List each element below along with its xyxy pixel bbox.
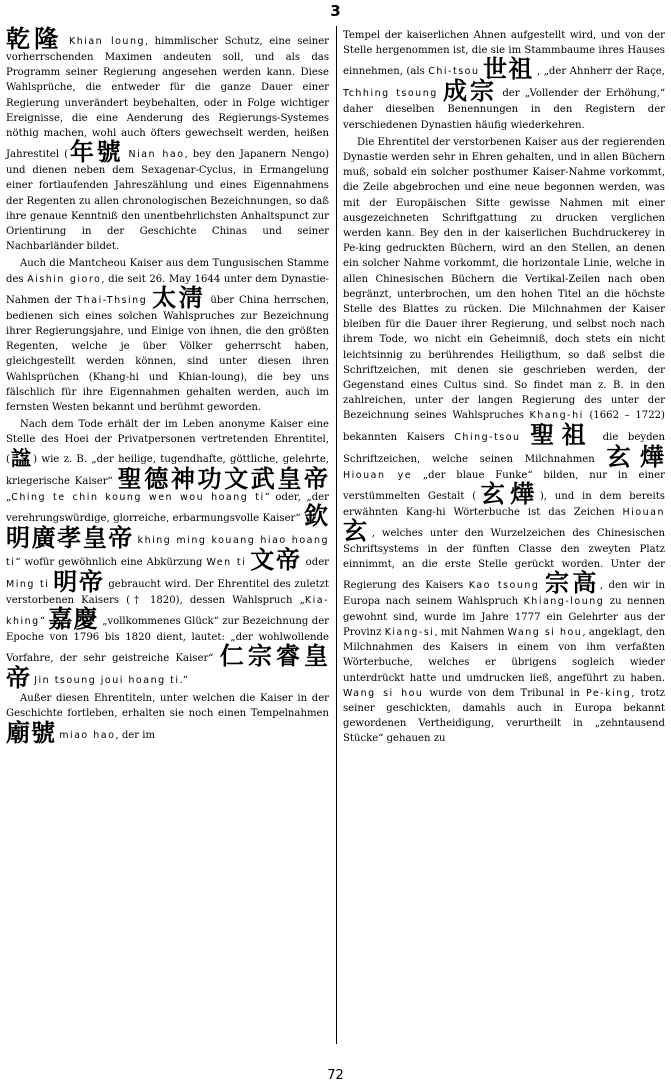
cjk-kao-tsoung: 宗高 — [545, 569, 600, 598]
cjk-chi-tsou: 世祖 — [482, 55, 534, 84]
cjk-honorific-title-1: 聖德神功文武皇帝 — [117, 464, 330, 493]
paragraph-ehrentitel: Nach dem Tode erhält der im Leben anonyme Kaiser eine Stelle des Hoei der Privatpersonen vertretenden Ehrentitel, (諡) wie z. B. „der heilige, tugendhafte, göttliche, gelehrte, kriegerische Kaiser“ 聖德神功文武皇帝 „Ching te chin koung wen wou hoang ti“ oder, „der verehrungswürdige, glorreiche, erbarmungsvolle Kaiser“ 欽明廣孝皇帝 khing ming kouang hiao hoang ti“ wofür gewöhnlich eine Abkürzung Wen ti 文帝 oder Ming ti 明帝 gebraucht wird. Der Ehrentitel des zuletzt verstorbenen Kaisers († 1820), dessen Wahlspruch „Kia-khing“ 嘉慶 „vollkommenes Glück“ zur Bezeichnung der Epoche von 1796 bis 1820 dient, lautet: „der wohlwollende Vorfahre, der sehr geistreiche Kaiser“ 仁宗睿皇帝 Jin tsoung joui hoang ti.“ — [6, 419, 330, 693]
cjk-ming-ti: 明帝 — [53, 567, 105, 596]
cjk-wen-ti: 文帝 — [250, 545, 302, 574]
cjk-ching-tsou: 聖祖 — [530, 420, 594, 449]
left-column — [6, 25, 330, 747]
cjk-honorific-title-2: 欽明廣孝皇帝 — [6, 501, 329, 552]
paragraph-khian-loung: 乾隆 Khian loung, himmlischer Schutz, eine seiner vorherrschenden Maximen andeuten soll, und als das Programm seiner Regierung angesehen werden kann. Diese Wahlsprüche, die entweder für die ganze Dauer einer Regierung unverändert beybehalten, oder in Folge wichtiger Ereignisse, die eine Aenderung des Regierungs-Systemes nöthig machen, wohl auch öfters gewechselt werden, heißen Jahrestitel (年號 Nian hao, bey den Japanern Nengo) und dienen neben dem Sexagenar-Cyclus, in Ermangelung einer fortlaufenden Jahreszählung und eines Eigennahmens der Regenten zu allen chronologischen Bezeichnungen, so daß ihre genaue Kenntniß den unentbehrlichsten Anhaltspunct zur Orientirung in der Geschichte Chinas und seiner Nachbarländer bildet. — [6, 25, 330, 253]
cjk-shi: 諡 — [9, 445, 34, 470]
cjk-kia-khing: 嘉慶 — [48, 605, 99, 634]
cjk-hiouan: 玄 — [343, 517, 372, 546]
column-divider — [336, 26, 337, 1044]
latin-spaced-term: Khian loung — [68, 36, 145, 47]
cjk-hiouan-ye: 玄燁 — [606, 442, 665, 471]
paragraph-milchnahmen: Die Ehrentitel der verstorbenen Kaiser aus der regierenden Dynastie werden sehr in Ehren gehalten, und in allen Büchern muß, sobald ein solcher posthumer Kaiser-Nahme vorkommt, die Zeile abgebrochen und eine neue begonnen werden, was mit der Europäischen Sitte gewisse Nahmen mit einer ausgezeichneten Schriftgattung zu drucken verglichen werden kann. Bey den in der kaiserlichen Buchdruckerey in Pe-king gedruckten Büchern, wird an den Stellen, an denen ein solcher Nahme vorkommt, die horizontale Linie, welche in allen Chinesischen Büchern die Vertikal-Zeilen nach oben begränzt, unterbrochen, um den hohen Titel an die höchste Stelle des Blattes zu rücken. Die Milchnahmen der Kaiser bleiben für die Dauer ihrer Regierung, und selbst noch nach ihrem Tode, wo nicht ein Geheimniß, doch stets ein nicht leichtsinnig zu berührendes Heiligthum, so daß selbst die Schriftzeichen, mit denen sie geschrieben werden, der Gegenstand eines Cultus sind. So findet man z. B. in den zahlreichen, unter der langen Regierung des unter der Bezeichnung seines Wahlspruches Khang-hi (1662 – 1722) bekannten Kaisers Ching-tsou 聖祖 die beyden Schriftzeichen, welche seinen Milchnahmen 玄燁 Hiouan ye „der blaue Funke“ bilden, nur in einer verstümmelten Gestalt (玄燁), und in dem bereits erwähnten Kang-hi Wörterbuche ist das Zeichen Hiouan 玄, welches unter den Wurzelzeichen des Chinesischen Schriftsystems in der fünften Classe den zweyten Platz einnimmt, an die erste Stelle gerückt worden. Unter der Regierung des Kaisers Kao tsoung 宗高, den wir in Europa nach seinem Wahlspruch Khiang-loung zu nennen gewohnt sind, wurde im Jahre 1777 ein Gelehrter aus der Provinz Kiang-si, mit Nahmen Wang si hou, angeklagt, den Milchnahmen des Kaisers in einem von ihm verfaßten Wörterbuche, welches er übrigens sogleich wieder unterdrückt hatte und umdrucken ließ, angeführt zu haben. Wang si hou wurde von dem Tribunal in Pe-king, trotz seiner geschickten, damahls auch in Europa bekannt gewordenen Vertheidigung, verurtheilt in „zehntausend Stücke“ gehauen zu — [343, 136, 666, 745]
page-number-top: 3 — [330, 2, 341, 20]
cjk-thai-thsing: 太淸 — [152, 283, 206, 312]
cjk-miao-hao: 廟號 — [6, 718, 56, 747]
page-number-bottom: 72 — [327, 1068, 344, 1083]
cjk-hiouan-ye-mutilated: 玄燁 — [476, 479, 540, 508]
cjk-nian-hao: 年號 — [68, 138, 124, 167]
cjk-jin-tsoung: 仁宗睿皇帝 — [6, 642, 329, 693]
paragraph-mantcheou: Auch die Mantcheou Kaiser aus dem Tungusischen Stamme des Aishin gioro, die seit 26. May 1644 unter dem Dynastie-Nahmen der Thai-Thsing 太淸 über China herrschen, bedienen sich eines solchen Wahlspruches zur Bezeichnung ihrer Regierungsjahre, und Einige von ihnen, die den größten Regenten, welche je über Völker geherrscht haben, gleichgestellt werden können, sind unter diesen ihren Wahlsprüchen (Khang-hi und Khian-loung), die bey uns fälschlich für ihre Eigennahmen gehalten werden, auch im fernsten Westen bekannt und berühmt geworden. — [6, 258, 330, 414]
paragraph-tempel: Tempel der kaiserlichen Ahnen aufgestellt wird, und von der Stelle hergenommen ist, die sie im Stammbaume ihres Hauses einnehmen, (als Chi-tsou 世祖 , „der Ahnherr der Raçe, Tchhing tsoung 成宗 der „Vollender der Erhöhung,“ daher dieselben Benennungen in den Registern der verschiedenen Dynastien häufig wiederkehren. — [343, 30, 665, 131]
cjk-khian-loung: 乾隆 — [6, 25, 63, 53]
cjk-tchhing-tsoung: 成宗 — [443, 77, 498, 106]
paragraph-tempelnahmen: Außer diesen Ehrentiteln, unter welchen die Kaiser in der Geschichte fortleben, erhalten sie noch einen Tempelnahmen 廟號 miao hao, der im — [6, 693, 329, 747]
right-column — [343, 28, 665, 749]
